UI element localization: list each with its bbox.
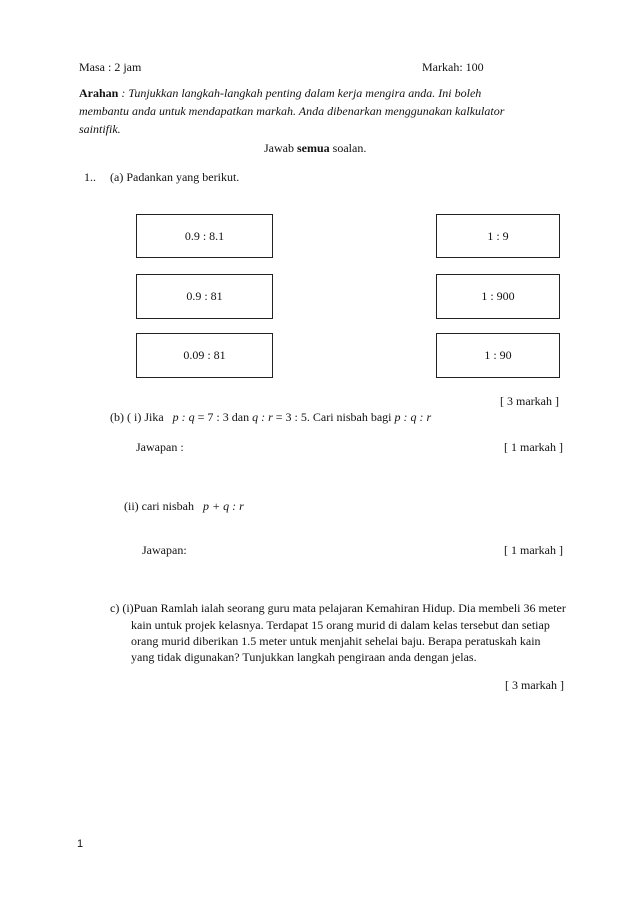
marks-1b-ii: [ 1 markah ] [504, 543, 563, 557]
marks-1c: [ 3 markah ] [505, 678, 564, 692]
question-1c-line-2: kain untuk projek kelasnya. Terdapat 15 orang murid di dalam kelas tersebut dan setiap [131, 618, 550, 632]
q1b-i-ratio-pq: p : q [172, 410, 195, 424]
instructions-line-1 [79, 86, 481, 101]
answer-all-post: soalan. [329, 141, 367, 155]
right-ratio-box-3: 1 : 90 [436, 333, 560, 378]
left-ratio-box-1: 0.9 : 8.1 [136, 214, 273, 258]
instructions-label: Arahan [79, 86, 119, 100]
q1b-i-ratio-qr: q : r [252, 410, 273, 424]
left-ratio-box-3: 0.09 : 81 [136, 333, 273, 378]
answer-all-instruction [264, 141, 366, 156]
total-marks: Markah: 100 [422, 60, 484, 74]
question-1c-line-1: c) (i)Puan Ramlah ialah seorang guru mata pelajaran Kemahiran Hidup. Dia membeli 36 meter [110, 601, 566, 615]
question-1b-ii [124, 499, 244, 514]
question-1a-text: (a) Padankan yang berikut. [110, 170, 240, 184]
q1b-i-prefix: (b) ( i) Jika [110, 410, 164, 424]
instructions-text-1: : Tunjukkan langkah-langkah penting dalam kerja mengira anda. Ini boleh [121, 86, 482, 100]
answer-all-bold: semua [297, 141, 330, 155]
page-number: 1 [77, 838, 84, 850]
q1b-i-ratio-pq-value: = 7 : 3 dan [194, 410, 253, 424]
answer-label-1: Jawapan : [136, 440, 184, 454]
answer-label-2: Jawapan: [142, 543, 187, 557]
q1b-i-ratio-qr-value: = 3 : 5. Cari nisbah bagi [272, 410, 395, 424]
q1b-ii-prefix: (ii) cari nisbah [124, 499, 194, 513]
instructions-line-3: saintifik. [79, 122, 121, 136]
q1b-ii-ratio: p + q : r [202, 499, 244, 513]
question-1b-i [110, 410, 431, 425]
right-ratio-box-2: 1 : 900 [436, 274, 560, 319]
instructions-line-2: membantu anda untuk mendapatkan markah. Anda dibenarkan menggunakan kalkulator [79, 104, 505, 118]
marks-1b-i: [ 1 markah ] [504, 440, 563, 454]
time-allowed: Masa : 2 jam [79, 60, 142, 74]
right-ratio-box-1: 1 : 9 [436, 214, 560, 258]
question-1c-line-3: orang murid diberikan 1.5 meter untuk menjahit sehelai baju. Berapa peratuskah kain [131, 634, 541, 648]
left-ratio-box-2: 0.9 : 81 [136, 274, 273, 319]
marks-1a: [ 3 markah ] [500, 394, 559, 408]
answer-all-pre: Jawab [264, 141, 297, 155]
q1b-i-ratio-pqr: p : q : r [394, 410, 432, 424]
question-number: 1.. [84, 170, 96, 184]
question-1c-line-4: yang tidak digunakan? Tunjukkan langkah pengiraan anda dengan jelas. [131, 650, 477, 664]
